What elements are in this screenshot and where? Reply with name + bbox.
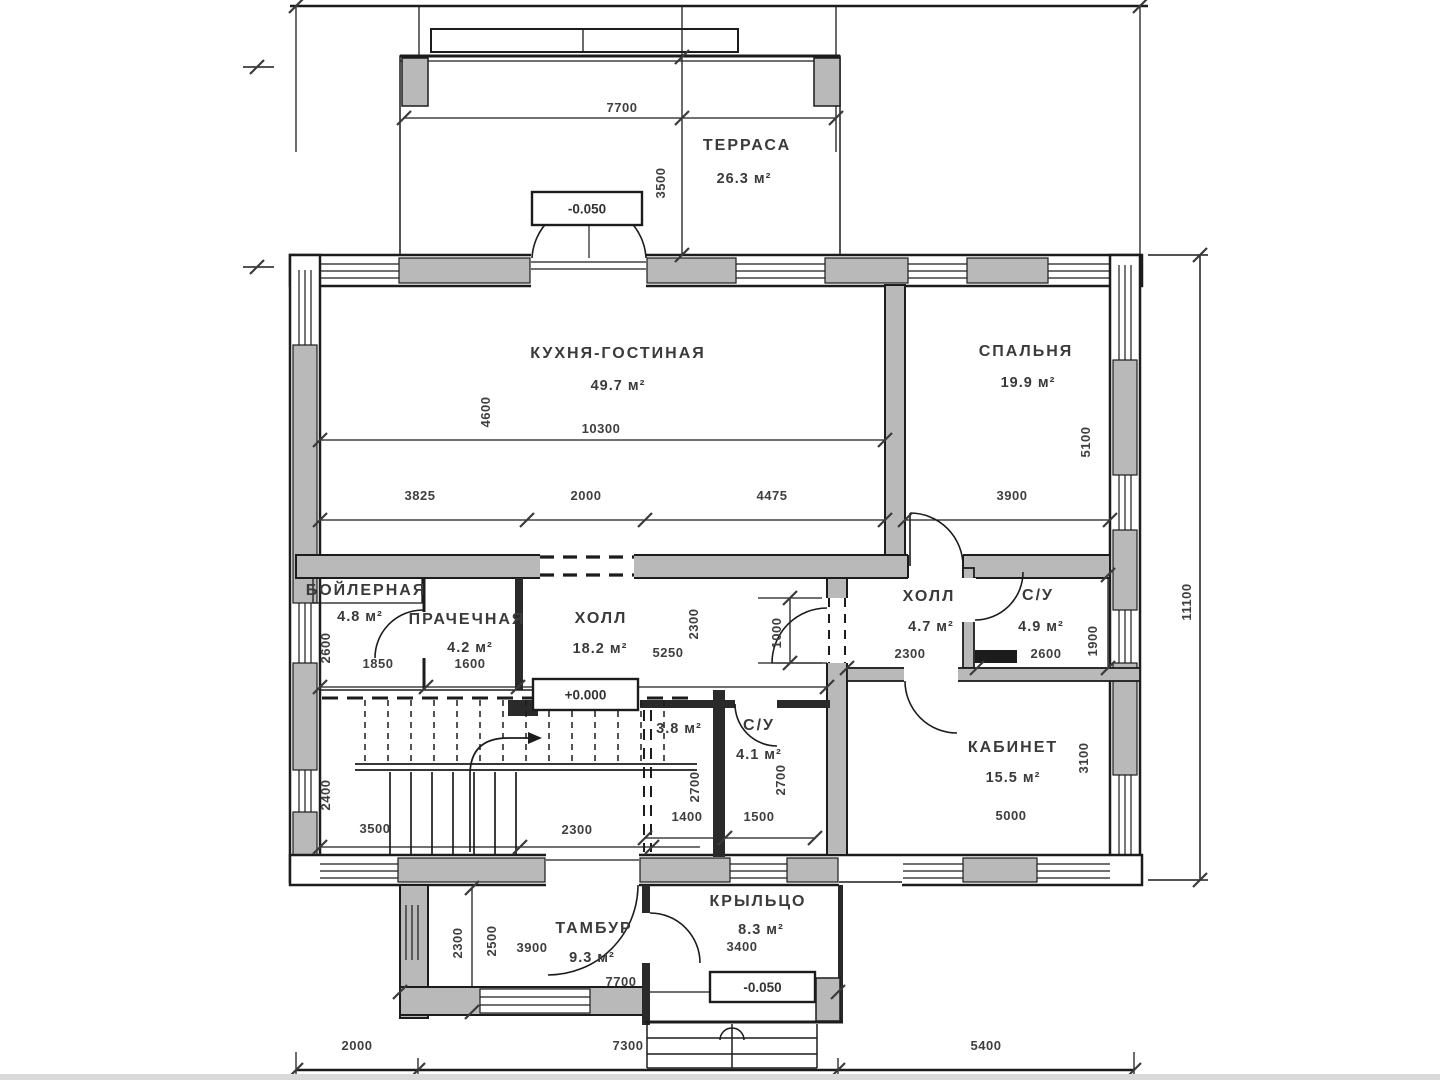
dimension-label: 10300 — [581, 421, 621, 436]
porch-post — [816, 978, 840, 1021]
room-name-label: ХОЛЛ — [574, 610, 628, 627]
dimension-label: 2700 — [687, 771, 702, 803]
dimension-label: 2600 — [318, 632, 333, 664]
dimension-label: 1500 — [743, 809, 775, 824]
dimension-label: 2300 — [686, 608, 701, 640]
dimension-label: 5000 — [995, 808, 1027, 823]
frame-lines — [243, 6, 1208, 1070]
dimension-label: 2300 — [450, 927, 465, 959]
bathroom1-door-arc — [975, 572, 1023, 620]
room-area-label: 19.9 м² — [1000, 375, 1056, 391]
room-name-label: ТЕРРАСА — [702, 137, 792, 154]
room-name-label: КУХНЯ-ГОСТИНАЯ — [530, 345, 706, 362]
terrace-post — [402, 58, 428, 106]
dimension-label: 3500 — [653, 167, 668, 199]
room-area-label: 4.2 м² — [447, 640, 493, 656]
dimension-label: 1400 — [671, 809, 703, 824]
room-name-label: С/У — [1022, 587, 1054, 604]
room-area-label: 4.8 м² — [337, 609, 383, 625]
dimension-label: 1900 — [1085, 625, 1100, 657]
dimension-label: 7700 — [606, 100, 638, 115]
room-name-label: БОЙЛЕРНАЯ — [305, 582, 427, 599]
dimension-label: 3100 — [1076, 742, 1091, 774]
dimension-label: 3900 — [516, 940, 548, 955]
dimension-label: 2600 — [1030, 646, 1062, 661]
room-area-label: 3.8 м² — [656, 721, 702, 737]
dimension-label: 4600 — [478, 396, 493, 428]
dimension-label: 2000 — [341, 1038, 373, 1053]
room-area-label: 18.2 м² — [572, 641, 628, 657]
elevation-mark-label: -0.050 — [743, 980, 782, 995]
dimension-label: 2000 — [570, 488, 602, 503]
dimension-label: 7700 — [605, 974, 637, 989]
room-name-label: СПАЛЬНЯ — [978, 343, 1074, 360]
room-area-label: 4.9 м² — [1018, 619, 1064, 635]
elevation-mark-label: +0.000 — [564, 687, 607, 703]
dimension-ticks — [250, 0, 1207, 1077]
dimension-label: 3900 — [996, 488, 1028, 503]
dimension-label: 1600 — [454, 656, 486, 671]
dimension-label: 5250 — [652, 645, 684, 660]
dimension-label: 2400 — [318, 779, 333, 811]
dimension-label: 2500 — [484, 925, 499, 957]
porch-door-arc — [650, 913, 700, 963]
dimension-label: 2700 — [773, 764, 788, 796]
room-area-label: 49.7 м² — [590, 378, 646, 394]
dimension-label: 2300 — [894, 646, 926, 661]
terrace-post — [814, 58, 840, 106]
room-area-label: 9.3 м² — [569, 950, 615, 966]
dimension-label: 5400 — [970, 1038, 1002, 1053]
room-name-label: КРЫЛЬЦО — [709, 893, 807, 910]
room-name-label: ПРАЧЕЧНАЯ — [408, 611, 526, 628]
dimension-label: 7300 — [612, 1038, 644, 1053]
porch-steps — [647, 1024, 817, 1068]
dimension-label: 1000 — [769, 617, 784, 649]
dimension-label: 3400 — [726, 939, 758, 954]
room-name-label: ХОЛЛ — [902, 588, 956, 605]
dimension-label: 1850 — [362, 656, 394, 671]
dimension-label: 4475 — [756, 488, 788, 503]
room-name-label: ТАМБУР — [555, 920, 633, 937]
room-area-label: 8.3 м² — [738, 922, 784, 938]
room-area-label: 4.7 м² — [908, 619, 954, 635]
office-door-arc — [905, 681, 957, 733]
room-area-label: 4.1 м² — [736, 747, 782, 763]
scan-edge-artifact — [0, 1074, 1440, 1080]
room-area-label: 26.3 м² — [716, 171, 772, 187]
room-name-label: С/У — [743, 717, 775, 734]
dimension-label: 11100 — [1179, 583, 1194, 621]
elevation-mark-label: -0.050 — [567, 201, 607, 217]
dimension-label: 2300 — [561, 822, 593, 837]
dimension-label: 3825 — [404, 488, 436, 503]
room-name-label: КАБИНЕТ — [967, 739, 1059, 756]
dimension-label: 5100 — [1078, 426, 1093, 458]
dimension-label: 3500 — [359, 821, 391, 836]
room-area-label: 15.5 м² — [985, 770, 1041, 786]
